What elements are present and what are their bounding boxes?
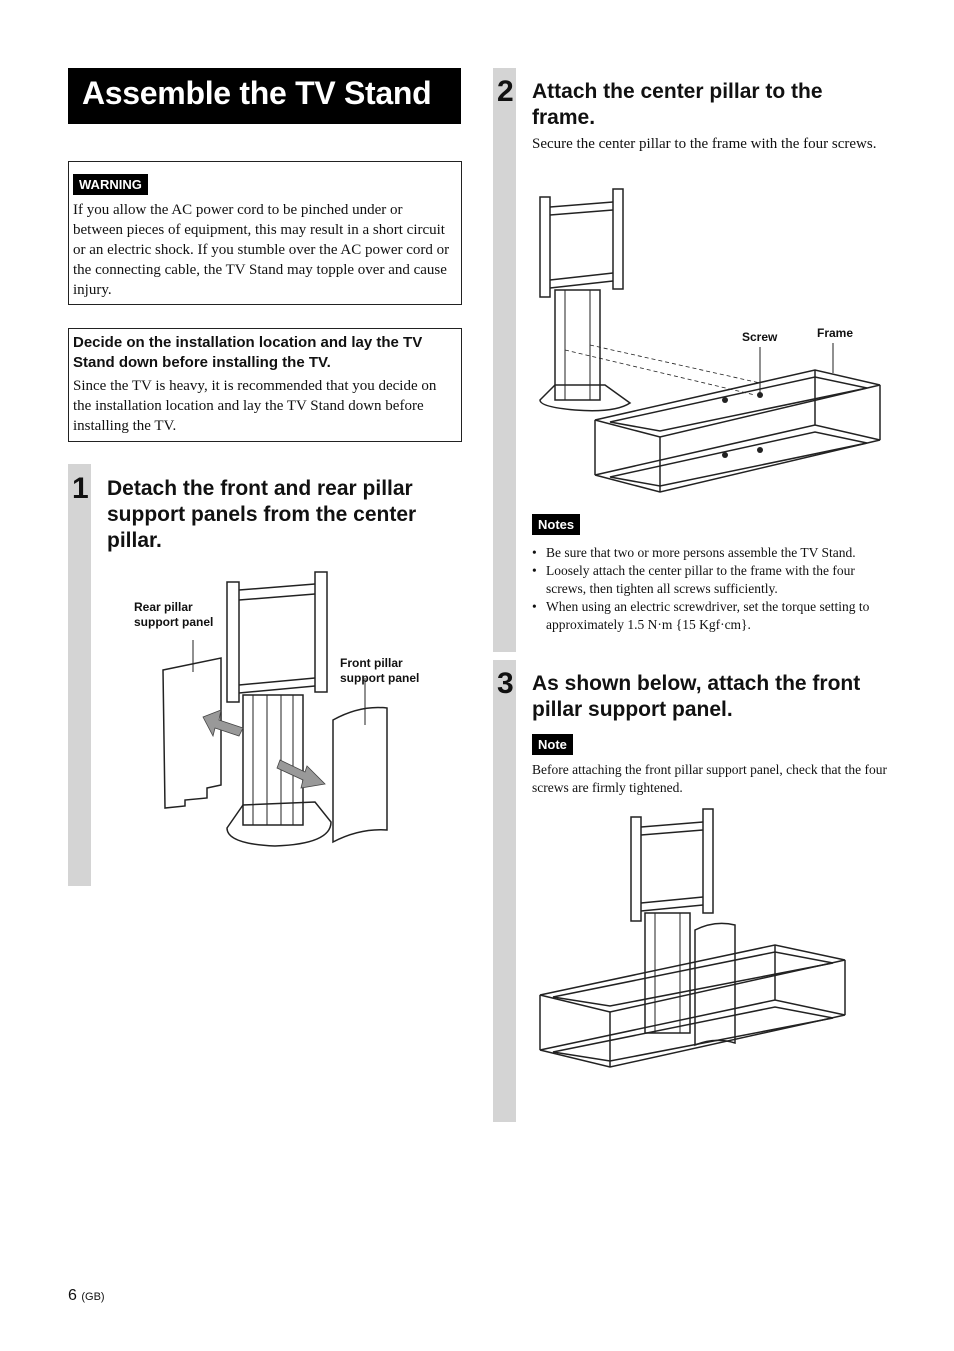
warning-label: WARNING <box>73 174 148 195</box>
step1-bar <box>68 464 91 886</box>
callout-front-panel: Front pillar support panel <box>340 656 420 685</box>
step2-heading: Attach the center pillar to the frame. <box>532 80 823 129</box>
page-title: Assemble the TV Stand <box>68 68 461 124</box>
page-footer <box>68 1287 105 1305</box>
note-text: Before attaching the front pillar support panel, check that the four screws are firmly tightened. <box>532 762 887 795</box>
warning-box <box>68 161 462 305</box>
notes-label: Notes <box>532 514 580 535</box>
page-region: (GB) <box>81 1291 105 1303</box>
note-label: Note <box>532 734 573 755</box>
step3-note <box>532 734 888 797</box>
caution-heading: Decide on the installation location and lay the TV Stand down before installing the TV. <box>73 334 423 371</box>
callout-rear-panel: Rear pillar support panel <box>134 600 214 629</box>
warning-text: If you allow the AC power cord to be pinched under or between pieces of equipment, this may result in a short circuit or an electric shock. If you stumble over the AC power cord or the connecting cable, the TV Stand may topple over and cause injury. <box>73 202 450 298</box>
step2-illustration <box>535 185 890 510</box>
step1-number: 1 <box>72 472 89 505</box>
notes-section <box>532 514 884 634</box>
step1-illustration <box>155 560 400 860</box>
step3-bar <box>493 660 516 1122</box>
callout-frame: Frame <box>817 326 854 340</box>
callout-screw: Screw <box>742 330 778 344</box>
step1-heading: Detach the front and rear pillar support panels from the center pillar. <box>107 477 417 552</box>
note-item: • Loosely attach the center pillar to the frame with the four screws, then tighten all screws sufficiently. <box>532 562 884 598</box>
note-item: • When using an electric screwdriver, set the torque setting to approximately 1.5 N·m {15 Kgf·cm}. <box>532 598 884 634</box>
step3-number: 3 <box>497 667 514 700</box>
step2-bar <box>493 68 516 652</box>
step3-heading: As shown below, attach the front pillar support panel. <box>532 672 861 721</box>
step2-number: 2 <box>497 75 514 108</box>
step2-text: Secure the center pillar to the frame with the four screws. <box>532 136 877 152</box>
installation-caution-box <box>68 328 462 442</box>
note-item: • Be sure that two or more persons assemble the TV Stand. <box>532 544 884 562</box>
page-number: 6 <box>68 1287 77 1304</box>
step3-illustration <box>535 805 850 1090</box>
caution-text: Since the TV is heavy, it is recommended that you decide on the installation location and lay the TV Stand down before installing the TV. <box>73 378 437 434</box>
